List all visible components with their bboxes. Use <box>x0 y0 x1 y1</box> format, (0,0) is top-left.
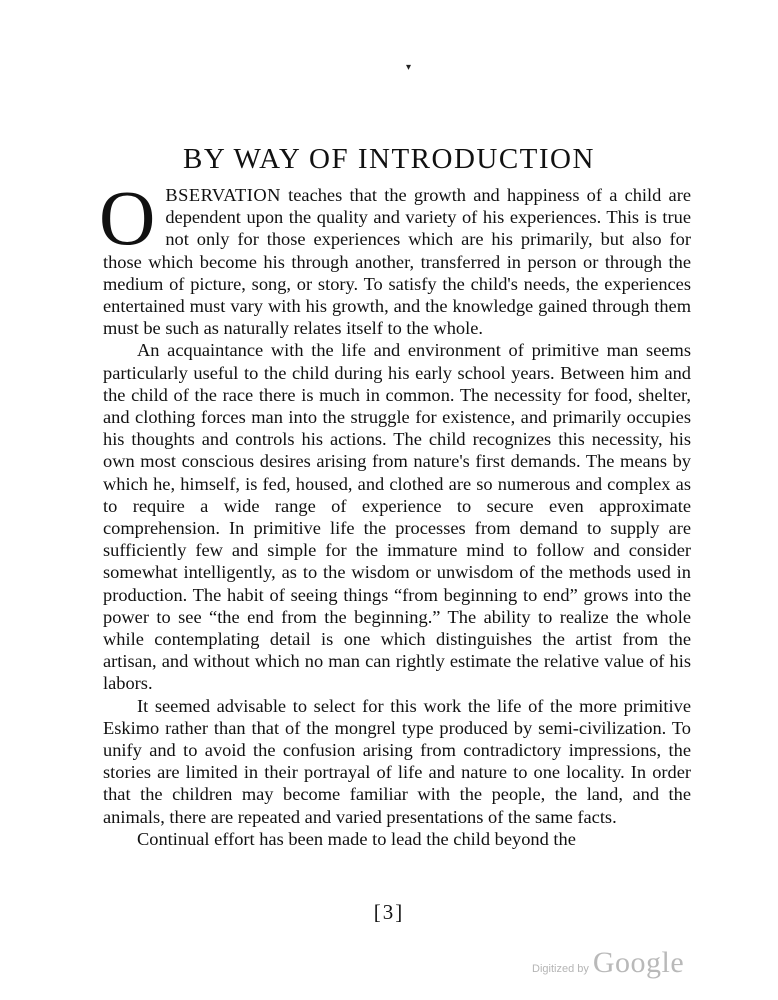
google-logo: Google <box>592 946 685 979</box>
paragraph-4: Continual effort has been made to lead the child beyond the <box>137 828 576 849</box>
body-text <box>99 174 691 850</box>
page-title: BY WAY OF INTRODUCTION <box>183 143 595 175</box>
drop-cap: O <box>99 174 156 261</box>
digitized-watermark <box>532 946 684 980</box>
paragraph-text: teaches that the growth and happiness of a child are dependent upon the quality and variety of his experiences. This is true not only for those experiences which are his primarily, but also for those which become his through another, transferred in person or through the medium of picture, song, or story. To satisfy the child's needs, the experiences entertained must vary with his growth, and the knowledge gained through them must be such as naturally relates itself to the whole. <box>103 185 691 339</box>
page-mark: ▾ <box>406 62 412 73</box>
paragraph-2: An acquaintance with the life and environment of primitive man seems particularly useful to the child during his early school years. Between him and the child of the race there is much in common. The necessity for food, shelter, and clothing forces man into the struggle for existence, and primarily occupies his thoughts and controls his actions. The child recognizes this necessity, his own most conscious desires arising from nature's first demands. The means by which he, himself, is fed, housed, and clothed are so numerous and complex as to require a wide range of experience to secure even approximate comprehension. In primitive life the processes from demand to supply are sufficiently few and simple for the immature mind to follow and consider somewhat intelligently, as to the wisdom or unwisdom of the methods used in production. The habit of seeing things “from beginning to end” grows into the power to see “the end from the beginning.” The ability to realize the whole while contemplating detail is one which distinguishes the artist from the artisan, and without which no man can rightly estimate the relative value of his labors. <box>103 340 691 694</box>
digitized-by-label: Digitized by <box>532 963 589 975</box>
paragraph-lead: BSERVATION <box>165 185 281 205</box>
paragraph-1 <box>99 174 691 339</box>
paragraph-3: It seemed advisable to select for this work the life of the more primitive Eskimo rather than that of the mongrel type produced by semi-civilization. To unify and to avoid the confusion arising from contradictory impressions, the stories are limited in their portrayal of life and nature to one locality. In order that the children may become familiar with the people, the land, and the animals, there are repeated and varied presentations of the same facts. <box>103 695 691 827</box>
page-number: [3] <box>373 900 405 924</box>
